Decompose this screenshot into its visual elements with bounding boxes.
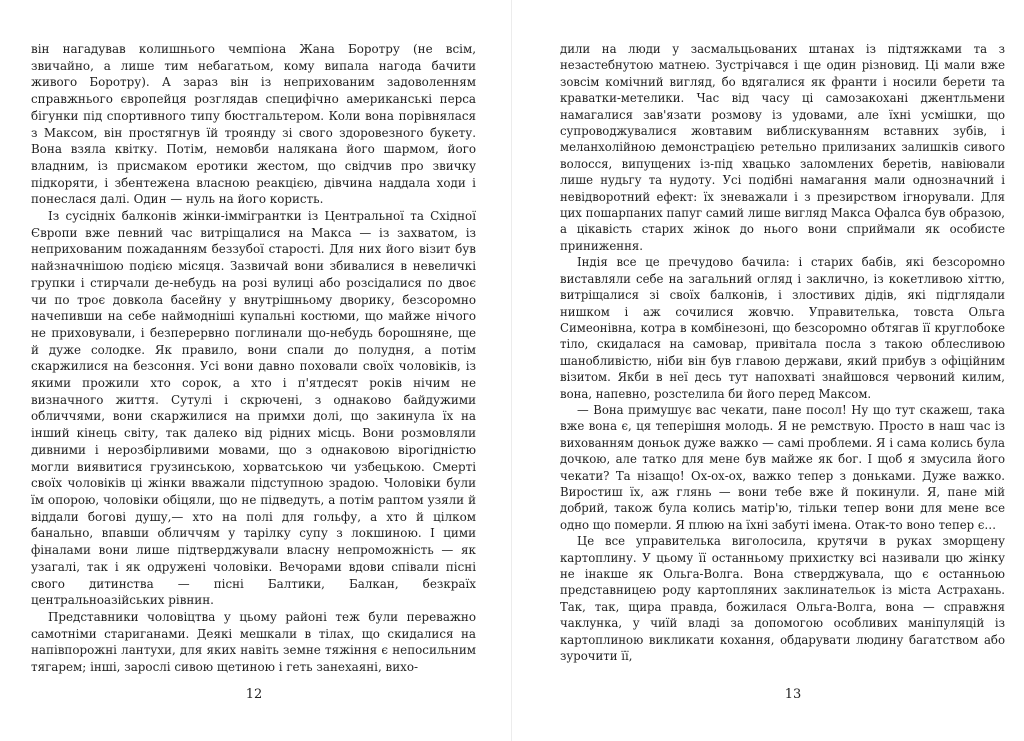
page-number: 12 bbox=[245, 687, 263, 702]
paragraph: він нагадував колишнього чемпіона Жана Боротру (не всім, звичайно, а лише тим небагатьом, кому випала нагода бачити живого Боротру). А зараз він із неприхованим задоволенням справжнього європейця розглядав специфічно американські перса бігунки під спортивного типу бюстгальтером. Коли вона порівнялася з Максом, він простягнув їй троянду зі свого здоровезного букету. Вона взяла квітку. Потім, немовби налякана його шармом, його владним, із присмаком еротики жестом, що свідчив про звичку підкоряти, і збентежена власною реакцією, дівчина наддала ходи і понеслася далі. Один — нуль на його користь. bbox=[31, 42, 476, 207]
paragraph: Із сусідніх балконів жінки-іммігрантки із Центральної та Східної Європи вже певний час витріщалися на Макса — із захватом, із неприхованим пожаданням беззубої старості. Для них його візит був найзначнішою подією місяця. Зазвичай вони збивалися в невеличкі групки і стирчали де-небудь на розі вулиці або розсідалися по двоє чи по троє довкола басейну у внутрішньому дворику, безсоромно начепивши на себе наймодніші купальні костюми, що майже нічого не приховували, і безперервно поглинали що-небудь борошняне, ще й дуже солодке. Як правило, вони спали до полудня, а потім скаржилися на безсоння. Усі вони давно поховали своїх чоловіків, із якими прожили хто сорок, а хто і п'ятдесят років нічим не визначного життя. Сутулі і скрючені, з однаково байдужими обличчями, вони скаржилися на примхи долі, що закинула їх на інший кінець світу, так далеко від рідних місць. Вони розмовляли дивними і нерозбірливими мовами, що з однаковою вірогідністю могли виявитися грузинською, хорватською чи узбецькою. Смерті своїх чоловіків ці жінки вважали підступною зрадою. Чоловіки були їм опорою, чоловіки обіцяли, що не підведуть, а потім раптом узяли й віддали богові душу,— хто на полі для гольфу, а хто й цілком банально, впавши обличчям у тарілку супу з локшиною. І цими фіналами вони лише підтверджували власну непроможність — як узагалі, так і як одружені чоловіки. Вечорами вдови співали пісні свого дитинства — пісні Балтики, Балкан, безкраїх центральноазійських рівнин. bbox=[31, 209, 476, 608]
page-number: 13 bbox=[784, 687, 802, 702]
paragraph: дили на люди у засмальцьованих штанах із підтяжками та з незастебнутою матнею. Зустрічався і ще один різновид. Ці мали вже зовсім комічний вигляд, бо вдягалися як франти і носили берети та краватки-метелики. Час від часу ці самозакохані джентльмени намагалися зав'язати розмову із удовами, але їхні усмішки, що супроводжувалися жовтавим виблискуванням вставних зубів, і меланхолійною демонстрацією ретельно прилизаних залишків сивого волосся, випущених із-під хвацько заломлених беретів, навіювали лише нудьгу та нудоту. Усі подібні намагання мали однозначний і невідворотний ефект: їх зневажали і з презирством ігнорували. Для цих пошарпаних папуг самий лише вигляд Макса Офалса був образою, а цікавість старих жінок до нього вони сприймали як особисте приниження. bbox=[560, 42, 1005, 253]
right-page bbox=[512, 0, 1024, 741]
right-page-text bbox=[560, 41, 1005, 664]
paragraph: Індія все це пречудово бачила: і старих бабів, які безсоромно виставляли себе на загальний огляд і заклично, із кокетливою хіттю, витріщалися зі своїх балконів, і злостивих дідів, які підглядали нишком і аж сочилися жовчю. Управителька, товста Ольга Симеонівна, котра в комбінезоні, що безсоромно обтягав її круглобоке тіло, скидалася на самовар, привітала посла з такою облесливою шанобливістю, ніби він був главою держави, який прибув з офіційним візитом. Якби в неї десь тут напохваті знайшовся червоний килим, вона, напевно, розстелила би його перед Максом. bbox=[560, 255, 1005, 401]
paragraph: — Вона примушує вас чекати, пане посол! Ну що тут скажеш, така вже вона є, ця теперішня молодь. Я не ремствую. Просто в наш час із вихованням доньок дуже важко — самі проблеми. Я і сама колись була дочкою, але татко для мене був майже як бог. І щоб я змусила його чекати? Та нізащо! Ох-ох-ох, важко тепер з доньками. Дуже важко. Виростиш їх, аж глянь — вони тебе вже й покинули. Я, пане мій добрий, також була колись матір'ю, тільки тепер вони для мене все одно що померли. Я плюю на їхні забуті імена. Отак-то воно тепер є… bbox=[560, 402, 1005, 532]
paragraph: Представники чоловіцтва у цьому районі теж були переважно самотніми стариганами. Деякі мешкали в тілах, що скидалися на напівпорожні лантухи, для яких навіть земне тяжіння є непосильним тягарем; інші, зарослі сивою щетиною і геть занехаяні, вихо- bbox=[31, 609, 476, 675]
left-page-text bbox=[31, 41, 476, 676]
paragraph: Це все управителька виголосила, крутячи в руках зморщену картоплину. У цьому її останньому прихистку всі називали цю жінку не інакше як Ольга-Волга. Вона стверджувала, що є останньою представницею роду картопляних заклинательок із міста Астрахань. Так, так, щира правда, божилася Ольга-Волга, вона — справжня чаклунка, у чиїй владі за допомогою особливих маніпуляцій із картоплиною викликати кохання, обдарувати людину багатством або зурочити її, bbox=[560, 534, 1005, 664]
